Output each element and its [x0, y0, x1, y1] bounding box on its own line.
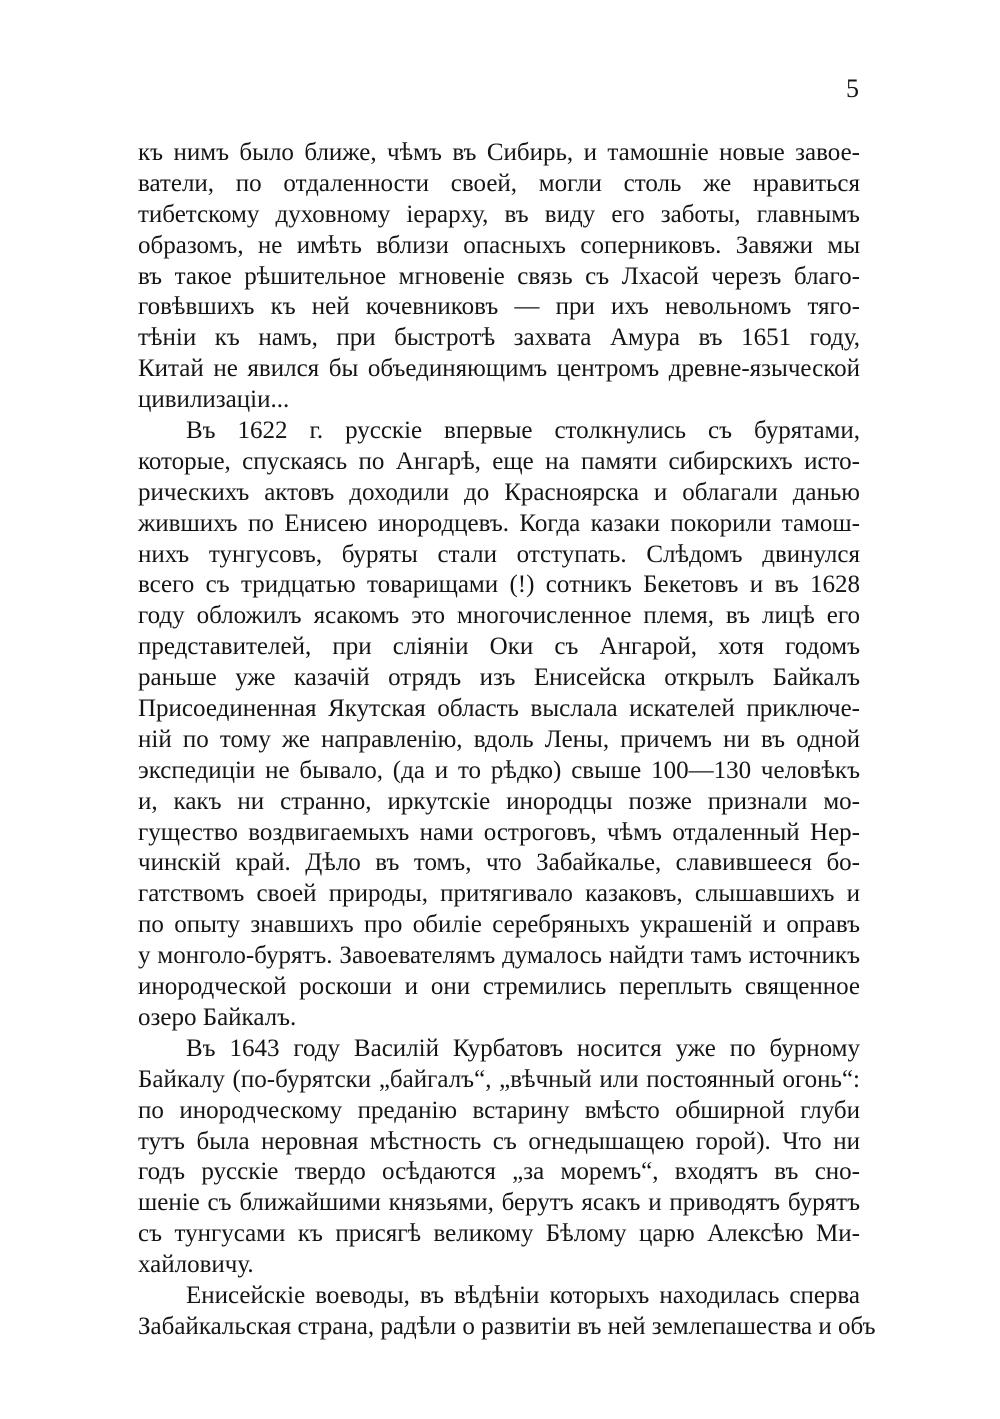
text-line: всего съ тридцатью товарищами (!) сотникъ Бекетовъ и въ 1628 — [138, 571, 860, 599]
text-line: тутъ была неровная мѣстность съ огнедышащею горой). Что ни — [138, 1127, 860, 1155]
text-line: тибетскому духовному іерарху, въ виду его заботы, главнымъ — [138, 200, 860, 228]
text-line: Въ 1622 г. русскіе впервые столкнулись съ бурятами, — [186, 417, 860, 445]
paragraph — [138, 138, 860, 416]
text-line: цивилизаціи... — [138, 386, 290, 414]
text-line: Забайкальская страна, радѣли о развитіи въ ней землепашества и объ — [138, 1312, 876, 1340]
text-line: шеніе съ ближайшими князьями, берутъ ясакъ и приводятъ бурятъ — [138, 1189, 860, 1217]
text-line: Присоединенная Якутская область выслала искателей приключе- — [138, 695, 860, 723]
text-line: экспедиціи не бывало, (да и то рѣдко) свыше 100—130 человѣкъ — [138, 756, 860, 784]
text-line: тѣніи къ намъ, при быстротѣ захвата Амура въ 1651 году, — [138, 324, 860, 352]
text-line: чинскій край. Дѣло въ томъ, что Забайкалье, славившееся бо- — [138, 849, 860, 877]
page-number: 5 — [846, 74, 859, 103]
text-line: къ нимъ было ближе, чѣмъ въ Сибирь, и тамошніе новые завое- — [138, 139, 860, 166]
text-line: которые, спускаясь по Ангарѣ, еще на памяти сибирскихъ исто- — [138, 447, 860, 475]
text-line: съ тунгусами къ присягѣ великому Бѣлому царю Алексѣю Ми- — [138, 1220, 860, 1248]
text-line: и, какъ ни странно, иркутскіе инородцы позже признали мо- — [138, 787, 860, 815]
text-line: жившихъ по Енисею инородцевъ. Когда казаки покорили тамош- — [138, 509, 860, 537]
text-line: инородческой роскоши и они стремились переплыть священное — [138, 973, 860, 1001]
body-text — [138, 138, 876, 1343]
text-line: гущество воздвигаемыхъ нами остроговъ, чѣмъ отдаленный Нер- — [138, 818, 860, 846]
text-line: хайловичу. — [138, 1251, 254, 1279]
text-line: говѣвшихъ къ ней кочевниковъ — при ихъ невольномъ тяго- — [138, 293, 860, 321]
text-line: Китай не явился бы объединяющимъ центромъ древне-языческой — [138, 355, 860, 383]
text-line: по опыту знавшихъ про обиліе серебряныхъ украшеній и оправъ — [138, 911, 860, 939]
paragraph — [138, 1281, 876, 1343]
text-line: ній по тому же направленію, вдоль Лены, причемъ ни въ одной — [138, 725, 860, 753]
text-line: году обложилъ ясакомъ это многочисленное племя, въ лицѣ его — [138, 602, 860, 630]
paragraph — [138, 416, 860, 1034]
text-line: нихъ тунгусовъ, буряты стали отступать. Слѣдомъ двинулся — [138, 540, 860, 568]
text-line: годъ русскіе твердо осѣдаются „за моремъ“, входятъ въ сно- — [138, 1158, 860, 1186]
text-line: рическихъ актовъ доходили до Красноярска и облагали данью — [138, 478, 860, 506]
text-line: по инородческому преданію встарину вмѣсто обширной глуби — [138, 1096, 860, 1124]
text-line: Въ 1643 году Василій Курбатовъ носится уже по бурному — [186, 1034, 860, 1062]
text-line: образомъ, не имѣть вблизи опасныхъ соперниковъ. Завяжи мы — [138, 231, 860, 259]
text-line: ватели, по отдаленности своей, могли столь же нравиться — [138, 169, 860, 197]
text-line: раньше уже казачій отрядъ изъ Енисейска открылъ Байкалъ — [138, 664, 860, 692]
text-line: Енисейскіе воеводы, въ вѣдѣніи которыхъ находилась сперва — [186, 1281, 860, 1309]
paragraph — [138, 1034, 860, 1281]
text-line: гатствомъ своей природы, притягивало казаковъ, слышавшихъ и — [138, 880, 860, 908]
text-line: у монголо-бурятъ. Завоевателямъ думалось найдти тамъ источникъ — [138, 942, 860, 970]
text-line: озеро Байкалъ. — [138, 1003, 297, 1031]
text-line: представителей, при сліяніи Оки съ Ангарой, хотя годомъ — [138, 633, 860, 661]
text-line: Байкалу (по-бурятски „байгалъ“, „вѣчный или постоянный огонь“: — [138, 1065, 860, 1093]
text-line: въ такое рѣшительное мгновеніе связь съ Лхасой черезъ благо- — [138, 262, 860, 290]
